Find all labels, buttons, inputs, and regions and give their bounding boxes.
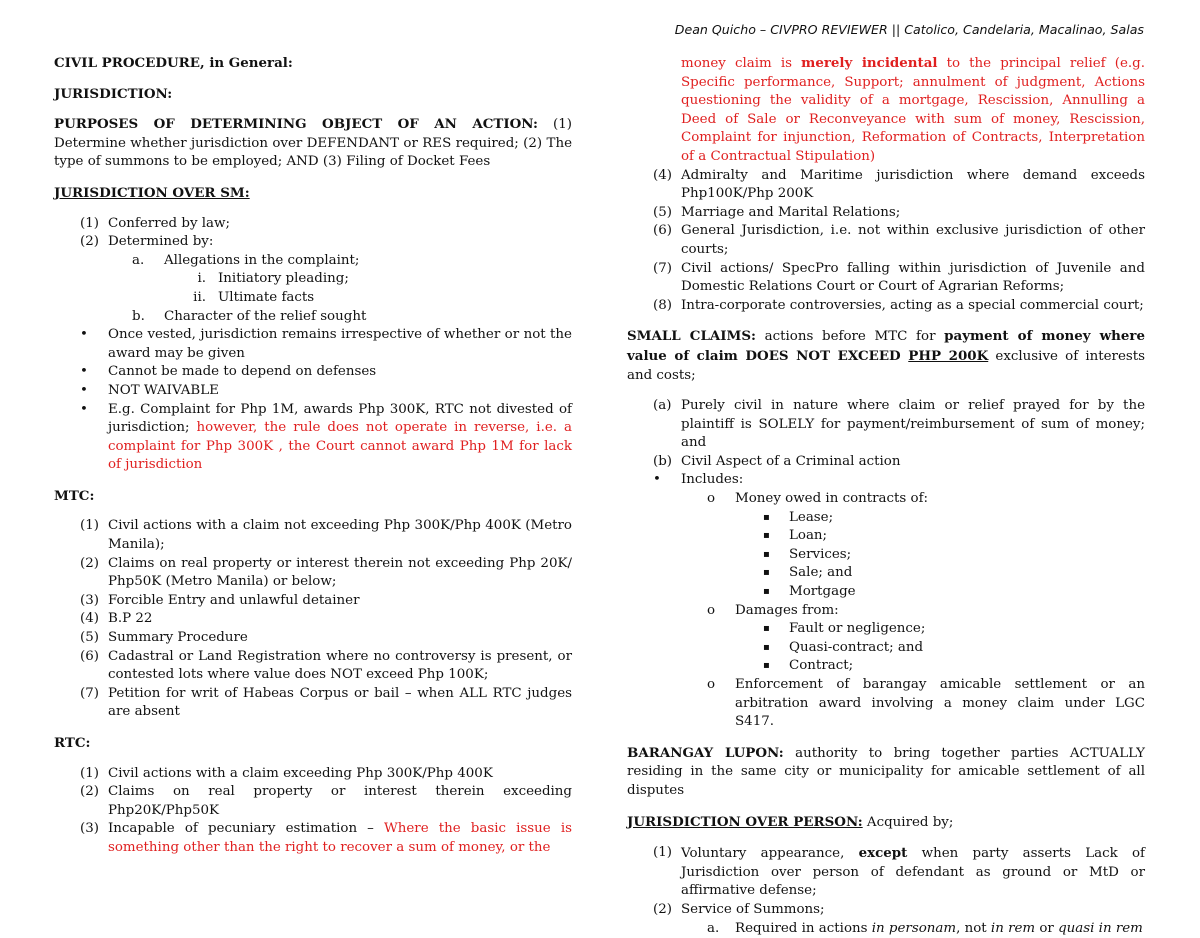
list-item: (b) Civil Aspect of a Criminal action: [653, 453, 901, 469]
list-item: (1) Civil actions with a claim exceeding Php 300K/Php 400K: [80, 765, 493, 781]
list-item: ▪ Lease;: [627, 509, 1145, 528]
barangay-heading: BARANGAY LUPON:: [627, 744, 784, 761]
purposes-heading: PURPOSES OF DETERMINING OBJECT OF AN ACTION:: [54, 116, 538, 133]
bullet-item: • Includes:: [627, 471, 1145, 490]
list-item: ▪ Mortgage: [627, 583, 1145, 602]
list-item: ▪ Fault or negligence;: [627, 620, 1145, 639]
bullet-icon: •: [653, 472, 661, 488]
jurisdiction-heading: JURISDICTION:: [54, 85, 173, 102]
list-item-continuation: money claim is merely incidental to the principal relief (e.g. Specific performance, Support; annulment of judgment, Actions questioning the validity of a mortgage, Rescission, Annulling a Deed of Sale or Reconveyance with sum of money, Rescission, Complaint for injunction, Reformation of Contracts, Interpretation of a Contractual Stipulation): [681, 55, 1145, 164]
jurisdiction-person-paragraph: JURISDICTION OVER PERSON: Acquired by;: [627, 813, 954, 830]
list-item: b. Character of the relief sought: [132, 308, 367, 324]
bullet-icon: •: [80, 364, 88, 380]
list-item: ▪ Quasi-contract; and: [627, 639, 1145, 658]
running-header: Dean Quicho – CIVPRO REVIEWER || Catolico, Candelaria, Macalinao, Salas: [674, 22, 1144, 37]
list-item: (2) Claims on real property or interest therein exceeding Php20K/Php50K: [80, 784, 572, 818]
square-bullet-icon: ▪: [763, 623, 770, 635]
square-bullet-icon: ▪: [763, 567, 770, 579]
square-bullet-icon: ▪: [763, 641, 770, 653]
list-item: (2) Service of Summons;: [653, 901, 825, 917]
list-item: (3) Forcible Entry and unlawful detainer: [80, 592, 360, 608]
small-claims-paragraph: SMALL CLAIMS: actions before MTC for payment of money where value of claim DOES NOT EXCEED PHP 200K exclusive of interests and costs;: [627, 328, 1145, 383]
list-item: (8) Intra-corporate controversies, acting as a special commercial court;: [653, 297, 1144, 313]
list-item: (2) Determined by:: [80, 234, 214, 250]
jurisdiction-person-heading: JURISDICTION OVER PERSON:: [627, 813, 863, 830]
bullet-icon: •: [80, 401, 88, 417]
list-item: (7) Petition for writ of Habeas Corpus or bail – when ALL RTC judges are absent: [80, 685, 572, 720]
list-item: ▪ Loan;: [627, 527, 1145, 546]
list-item: (5) Marriage and Marital Relations;: [653, 204, 901, 220]
doc-title: CIVIL PROCEDURE, in General:: [54, 55, 293, 71]
list-item: ▪ Services;: [627, 546, 1145, 565]
list-item: o Enforcement of barangay amicable settlement or an arbitration award involving a money claim under LGC S417.: [707, 677, 1145, 730]
list-item: o Money owed in contracts of:: [627, 490, 1145, 509]
list-item: ▪ Contract;: [627, 657, 1145, 676]
bullet-icon: •: [80, 327, 88, 343]
list-item: (1) Conferred by law;: [80, 215, 230, 231]
list-item: i. Initiatory pleading;: [197, 271, 349, 287]
bullet-item: • Once vested, jurisdiction remains irrespective of whether or not the award may be given: [80, 327, 572, 361]
left-column: [54, 54, 572, 858]
bullet-item: • E.g. Complaint for Php 1M, awards Php 300K, RTC not divested of jurisdiction; however, the rule does not operate in reverse, i.e. a complaint for Php 300K , the Court cannot award Php 1M for lack of jurisdiction: [80, 401, 572, 473]
right-column: [627, 54, 1145, 938]
purposes-text: (1) Determine whether jurisdiction over DEFENDANT or RES required; (2) The type of summons to be employed; AND (3) Filing of Docket Fees: [54, 117, 572, 170]
bullet-item: • NOT WAIVABLE: [54, 382, 572, 401]
square-bullet-icon: ▪: [763, 586, 770, 598]
bullet-icon: •: [80, 382, 88, 398]
list-item: (1) Voluntary appearance, except when party asserts Lack of Jurisdiction over person of defendant as ground or MtD or affirmative defense;: [653, 845, 1145, 899]
list-item: (6) General Jurisdiction, i.e. not within exclusive jurisdiction of other courts;: [653, 223, 1145, 257]
list-item: ii. Ultimate facts: [193, 289, 315, 305]
list-item: ▪ Sale; and: [627, 564, 1145, 583]
circle-bullet-icon: o: [707, 677, 716, 692]
circle-bullet-icon: o: [707, 491, 716, 507]
list-item: (7) Civil actions/ SpecPro falling within jurisdiction of Juvenile and Domestic Relations Court or Court of Agrarian Reforms;: [653, 260, 1145, 295]
square-bullet-icon: ▪: [763, 660, 770, 672]
list-item: (4) Admiralty and Maritime jurisdiction where demand exceeds Php100K/Php 200K: [653, 167, 1145, 202]
small-claims-heading: SMALL CLAIMS:: [627, 328, 756, 345]
square-bullet-icon: ▪: [763, 530, 770, 542]
circle-bullet-icon: o: [707, 602, 716, 618]
purposes-paragraph: [54, 115, 572, 172]
list-item: (4) B.P 22: [80, 611, 153, 627]
list-item: (6) Cadastral or Land Registration where no controversy is present, or contested lots where value does NOT exceed Php 100K;: [80, 648, 572, 683]
bullet-item: • Cannot be made to depend on defenses: [54, 363, 572, 382]
rtc-heading: RTC:: [54, 735, 91, 751]
list-item: (a) Purely civil in nature where claim or relief prayed for by the plaintiff is SOLELY for payment/reimbursement of sum of money; and: [653, 398, 1145, 451]
list-item: (2) Claims on real property or interest therein not exceeding Php 20K/ Php50K (Metro Manila) or below;: [80, 555, 572, 590]
sm-heading: JURISDICTION OVER SM:: [54, 184, 250, 201]
barangay-paragraph: BARANGAY LUPON: authority to bring together parties ACTUALLY residing in the same city or municipality for amicable settlement of all disputes: [627, 744, 1145, 798]
list-item: a. Required in actions in personam, not in rem or quasi in rem: [707, 920, 1143, 936]
square-bullet-icon: ▪: [763, 511, 770, 523]
list-item: (3) Incapable of pecuniary estimation – Where the basic issue is something other than the right to recover a sum of money, or the: [80, 821, 572, 855]
list-item: (1) Civil actions with a claim not exceeding Php 300K/Php 400K (Metro Manila);: [80, 518, 572, 553]
list-item: o Damages from:: [627, 602, 1145, 621]
square-bullet-icon: ▪: [763, 548, 770, 560]
list-item: a. Allegations in the complaint;: [132, 252, 360, 268]
mtc-heading: MTC:: [54, 487, 95, 504]
list-item: (5) Summary Procedure: [80, 630, 248, 646]
